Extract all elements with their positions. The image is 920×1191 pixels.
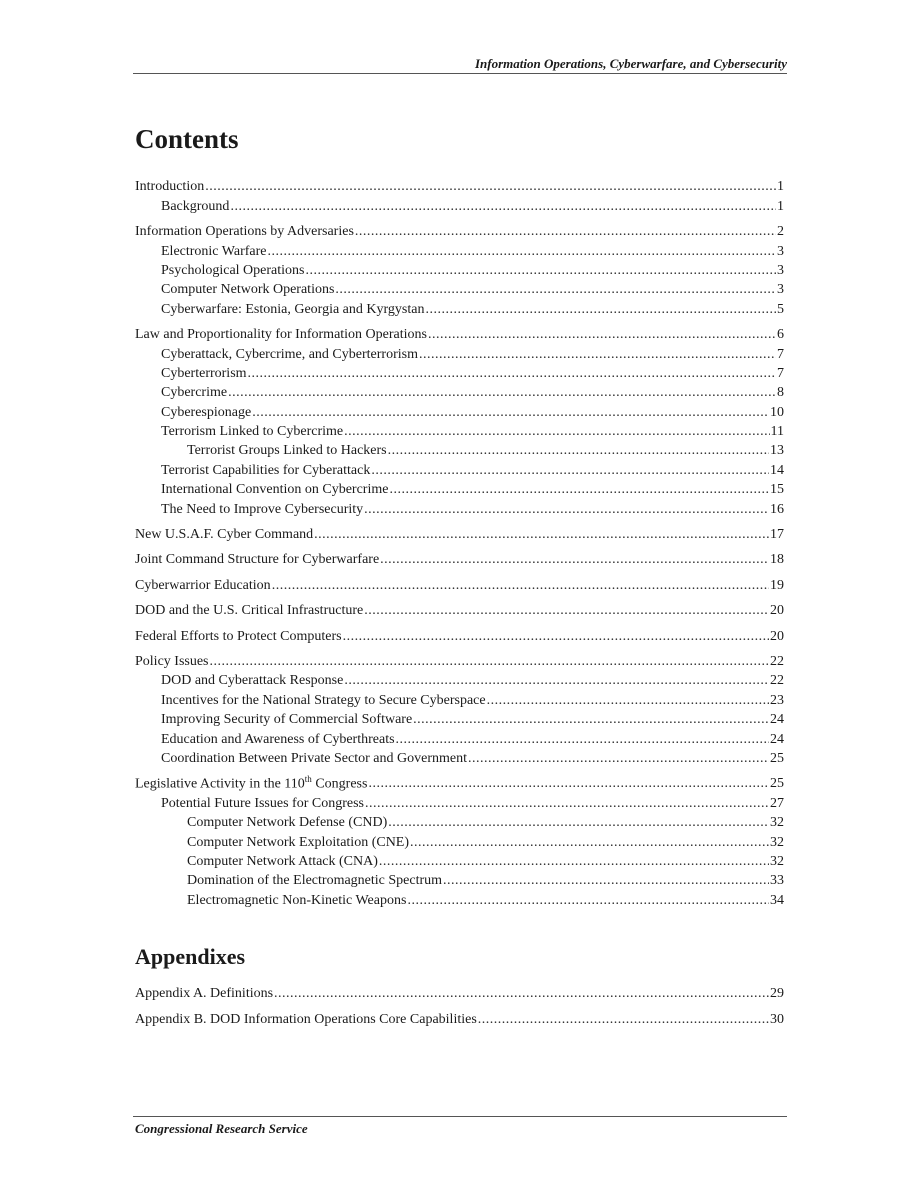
toc-entry[interactable] (135, 626, 784, 645)
contents-heading: Contents (135, 124, 239, 154)
toc-entry[interactable] (135, 196, 784, 215)
dot-leader (248, 364, 776, 383)
header-rule (133, 73, 787, 74)
toc-entry-title: International Convention on Cybercrime (161, 482, 389, 498)
toc-entry[interactable] (135, 299, 784, 318)
toc-entry-title: Computer Network Defense (CND) (187, 815, 388, 831)
toc-entry-page: 3 (777, 243, 784, 259)
toc-entry-title: Appendix A. Definitions (135, 986, 274, 1002)
dot-leader (252, 403, 769, 422)
dot-leader (272, 576, 769, 595)
toc-entry-page: 8 (777, 385, 784, 401)
toc-entry-title: Information Operations by Adversaries (135, 224, 354, 240)
dot-leader (389, 480, 769, 499)
toc-entry-page: 25 (770, 750, 784, 766)
toc-entry-page: 20 (770, 603, 784, 619)
toc-entry-page: 16 (770, 501, 784, 517)
toc-entry-page: 29 (770, 986, 784, 1002)
toc-entry-title: Cyberwarrior Education (135, 577, 271, 593)
dot-leader (335, 280, 776, 299)
toc-entry-title: Coordination Between Private Sector and Government (161, 750, 467, 766)
toc-entry-title: Electronic Warfare (161, 243, 267, 259)
dot-leader (305, 261, 776, 280)
toc-entry[interactable] (135, 344, 784, 363)
toc-entry[interactable] (135, 422, 784, 441)
dot-leader (343, 627, 769, 646)
toc-entry-page: 7 (777, 346, 784, 362)
footer-rule (133, 1116, 787, 1117)
toc-entry[interactable] (135, 601, 784, 620)
dot-leader (396, 730, 769, 749)
toc-entry[interactable] (135, 871, 784, 890)
toc-entry[interactable] (135, 652, 784, 671)
toc-entry[interactable] (135, 241, 784, 260)
toc-entry-title: Cyberwarfare: Estonia, Georgia and Kyrgystan (161, 301, 425, 317)
toc-entry[interactable] (135, 261, 784, 280)
toc-entry-title: Potential Future Issues for Congress (161, 795, 364, 811)
toc-entry-page: 11 (770, 424, 784, 440)
toc-entry[interactable] (135, 402, 784, 421)
dot-leader (487, 691, 769, 710)
toc-entry[interactable] (135, 325, 784, 344)
toc-entry-title: Cyberterrorism (161, 365, 247, 381)
toc-entry-title: Cyberespionage (161, 404, 252, 420)
toc-entry-page: 7 (777, 365, 784, 381)
toc-entry-title: Psychological Operations (161, 262, 305, 278)
toc-entry-page: 3 (777, 262, 784, 278)
dot-leader (268, 242, 777, 261)
dot-leader (407, 891, 769, 910)
toc-entry[interactable] (135, 729, 784, 748)
toc-entry[interactable] (135, 984, 784, 1003)
contents-list (135, 177, 784, 910)
toc-entry-title: Background (161, 198, 230, 214)
toc-entry-title: Computer Network Operations (161, 282, 335, 298)
toc-entry-title: Cyberattack, Cybercrime, and Cyberterrorism (161, 346, 418, 362)
toc-entry[interactable] (135, 852, 784, 871)
dot-leader (355, 222, 776, 241)
toc-entry[interactable] (135, 832, 784, 851)
toc-entry-page: 14 (770, 462, 784, 478)
dot-leader (364, 601, 769, 620)
dot-leader (419, 345, 776, 364)
toc-entry-title: Education and Awareness of Cyberthreats (161, 731, 395, 747)
dot-leader (368, 774, 769, 793)
toc-entry-page: 33 (770, 873, 784, 889)
dot-leader (443, 871, 769, 890)
toc-entry-page: 5 (777, 301, 784, 317)
toc-entry-page: 13 (770, 443, 784, 459)
toc-entry-page: 2 (777, 224, 784, 240)
toc-entry-page: 32 (770, 853, 784, 869)
toc-entry-title: Cybercrime (161, 385, 228, 401)
toc-entry[interactable] (135, 575, 784, 594)
toc-entry-page: 10 (770, 404, 784, 420)
toc-entry[interactable] (135, 177, 784, 196)
toc-entry[interactable] (135, 222, 784, 241)
toc-entry[interactable] (135, 774, 784, 793)
toc-entry-title: Improving Security of Commercial Software (161, 712, 413, 728)
toc-entry-page: 1 (777, 198, 784, 214)
dot-leader (379, 852, 769, 871)
toc-entry-title: Policy Issues (135, 653, 209, 669)
dot-leader (410, 833, 769, 852)
toc-entry-page: 1 (777, 179, 784, 195)
toc-entry-title: Incentives for the National Strategy to Secure Cyberspace (161, 692, 486, 708)
toc-entry[interactable] (135, 749, 784, 768)
dot-leader (228, 383, 776, 402)
toc-entry[interactable] (135, 550, 784, 569)
dot-leader (344, 671, 769, 690)
dot-leader (468, 749, 769, 768)
toc-entry-page: 22 (770, 673, 784, 689)
toc-entry[interactable] (135, 710, 784, 729)
toc-entry-page: 18 (770, 552, 784, 568)
dot-leader (230, 197, 776, 216)
toc-entry-title: Appendix B. DOD Information Operations Core Capabilities (135, 1011, 477, 1027)
dot-leader (344, 422, 769, 441)
dot-leader (314, 525, 769, 544)
toc-entry-page: 24 (770, 712, 784, 728)
toc-entry-page: 19 (770, 577, 784, 593)
appendixes-heading: Appendixes (135, 944, 246, 969)
dot-leader (365, 794, 769, 813)
toc-entry-page: 20 (770, 628, 784, 644)
toc-entry-page: 27 (770, 795, 784, 811)
toc-entry-title: Computer Network Exploitation (CNE) (187, 834, 410, 850)
toc-entry[interactable] (135, 525, 784, 544)
toc-entry[interactable] (135, 441, 784, 460)
toc-entry-page: 32 (770, 815, 784, 831)
toc-entry-title: DOD and the U.S. Critical Infrastructure (135, 603, 364, 619)
toc-entry[interactable] (135, 890, 784, 909)
toc-entry[interactable] (135, 690, 784, 709)
toc-entry[interactable] (135, 793, 784, 812)
toc-entry[interactable] (135, 364, 784, 383)
toc-entry-title: Federal Efforts to Protect Computers (135, 628, 342, 644)
footer-text: Congressional Research Service (135, 1121, 308, 1136)
dot-leader (478, 1010, 769, 1029)
dot-leader (210, 652, 770, 671)
toc-entry-title: Introduction (135, 179, 205, 195)
toc-entry[interactable] (135, 280, 784, 299)
toc-entry-page: 23 (770, 692, 784, 708)
dot-leader (380, 550, 769, 569)
dot-leader (413, 710, 769, 729)
toc-entry-page: 3 (777, 282, 784, 298)
toc-entry-title: Joint Command Structure for Cyberwarfare (135, 552, 380, 568)
toc-entry-title: Terrorism Linked to Cybercrime (161, 424, 344, 440)
toc-entry[interactable] (135, 671, 784, 690)
toc-entry-title: New U.S.A.F. Cyber Command (135, 527, 314, 543)
dot-leader (364, 500, 769, 519)
toc-entry-title: Legislative Activity in the 110th Congress (135, 773, 368, 792)
dot-leader (428, 325, 776, 344)
toc-entry-page: 22 (770, 653, 784, 669)
toc-entry-title: Terrorist Capabilities for Cyberattack (161, 462, 371, 478)
dot-leader (274, 984, 769, 1003)
dot-leader (205, 177, 776, 196)
toc-entry-title: DOD and Cyberattack Response (161, 673, 344, 689)
toc-entry-title: Terrorist Groups Linked to Hackers (187, 443, 387, 459)
toc-entry-title: Computer Network Attack (CNA) (187, 853, 378, 869)
toc-entry[interactable] (135, 383, 784, 402)
toc-entry[interactable] (135, 460, 784, 479)
toc-entry-page: 32 (770, 834, 784, 850)
toc-entry-title: Electromagnetic Non-Kinetic Weapons (187, 892, 407, 908)
toc-entry-page: 25 (770, 776, 784, 792)
toc-entry-page: 30 (770, 1011, 784, 1027)
toc-entry[interactable] (135, 499, 784, 518)
toc-entry-page: 17 (770, 527, 784, 543)
running-header: Information Operations, Cyberwarfare, and Cybersecurity (474, 56, 787, 71)
dot-leader (388, 813, 769, 832)
dot-leader (371, 461, 769, 480)
toc-entry-page: 24 (770, 731, 784, 747)
toc-entry-page: 34 (770, 892, 784, 908)
appendixes-list (135, 984, 784, 1029)
toc-entry-page: 6 (777, 327, 784, 343)
toc-entry[interactable] (135, 1009, 784, 1028)
toc-entry-title: Law and Proportionality for Information Operations (135, 327, 427, 343)
toc-entry[interactable] (135, 480, 784, 499)
dot-leader (388, 441, 769, 460)
dot-leader (425, 300, 776, 319)
toc-entry[interactable] (135, 813, 784, 832)
toc-entry-title: The Need to Improve Cybersecurity (161, 501, 364, 517)
toc-entry-title: Domination of the Electromagnetic Spectrum (187, 873, 443, 889)
toc-entry-page: 15 (770, 482, 784, 498)
